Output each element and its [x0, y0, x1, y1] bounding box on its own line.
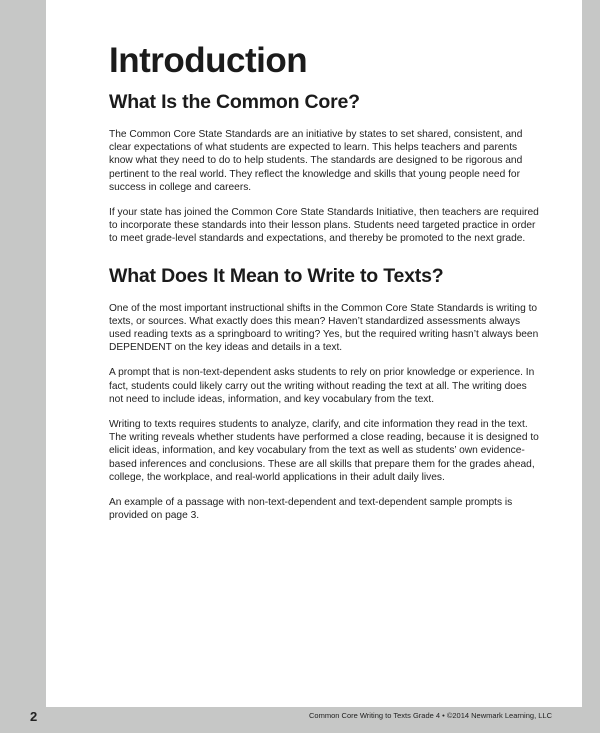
- document-page: [46, 0, 582, 707]
- page-number: 2: [30, 709, 38, 724]
- page-content: [109, 40, 539, 534]
- paragraph: The Common Core State Standards are an initiative by states to set shared, consistent, and clear expectations of what students are expected to learn. This helps teachers and parents know what they need to do to help students. The standards are designed to be rigorous and pertinent to the real world. They reflect the knowledge and skills that young people need for success in college and careers.: [109, 129, 523, 193]
- paragraph: An example of a passage with non-text-dependent and text-dependent sample prompts is provided on page 3.: [109, 497, 513, 522]
- page-title: Introduction: [109, 41, 308, 80]
- section-heading-common-core: What Is the Common Core?: [109, 91, 360, 113]
- footer-credit: Common Core Writing to Texts Grade 4 • ©2014 Newmark Learning, LLC: [309, 711, 552, 720]
- paragraph: If your state has joined the Common Core State Standards Initiative, then teachers are required to incorporate these standards into their lesson plans. Students need targeted practice in order to meet grade-level standards and expectations, and thereby be promoted to the next grade.: [109, 207, 539, 245]
- page-footer: [0, 707, 600, 733]
- section-heading-write-to-texts: What Does It Mean to Write to Texts?: [109, 264, 444, 287]
- paragraph: Writing to texts requires students to analyze, clarify, and cite information they read in the text. The writing reveals whether students have performed a close reading, because it is designed to elicit ideas, information, and key vocabulary from the text as well as students’ own evidence-based inferences and conclusions. These are all skills that prepare them for the grades ahead, college, the workplace, and real-world applications in their adult daily lives.: [109, 419, 539, 483]
- paragraph: A prompt that is non-text-dependent asks students to rely on prior knowledge or experience. In fact, students could likely carry out the writing without reading the text at all. The writing does not need to include ideas, information, and key vocabulary from the text.: [109, 367, 535, 405]
- paragraph: One of the most important instructional shifts in the Common Core State Standards is writing to texts, or sources. What exactly does this mean? Haven’t standardized assessments always used reading texts as a springboard to writing? Yes, but the required writing hasn’t always been DEPENDENT on the key ideas and details in a text.: [109, 302, 539, 354]
